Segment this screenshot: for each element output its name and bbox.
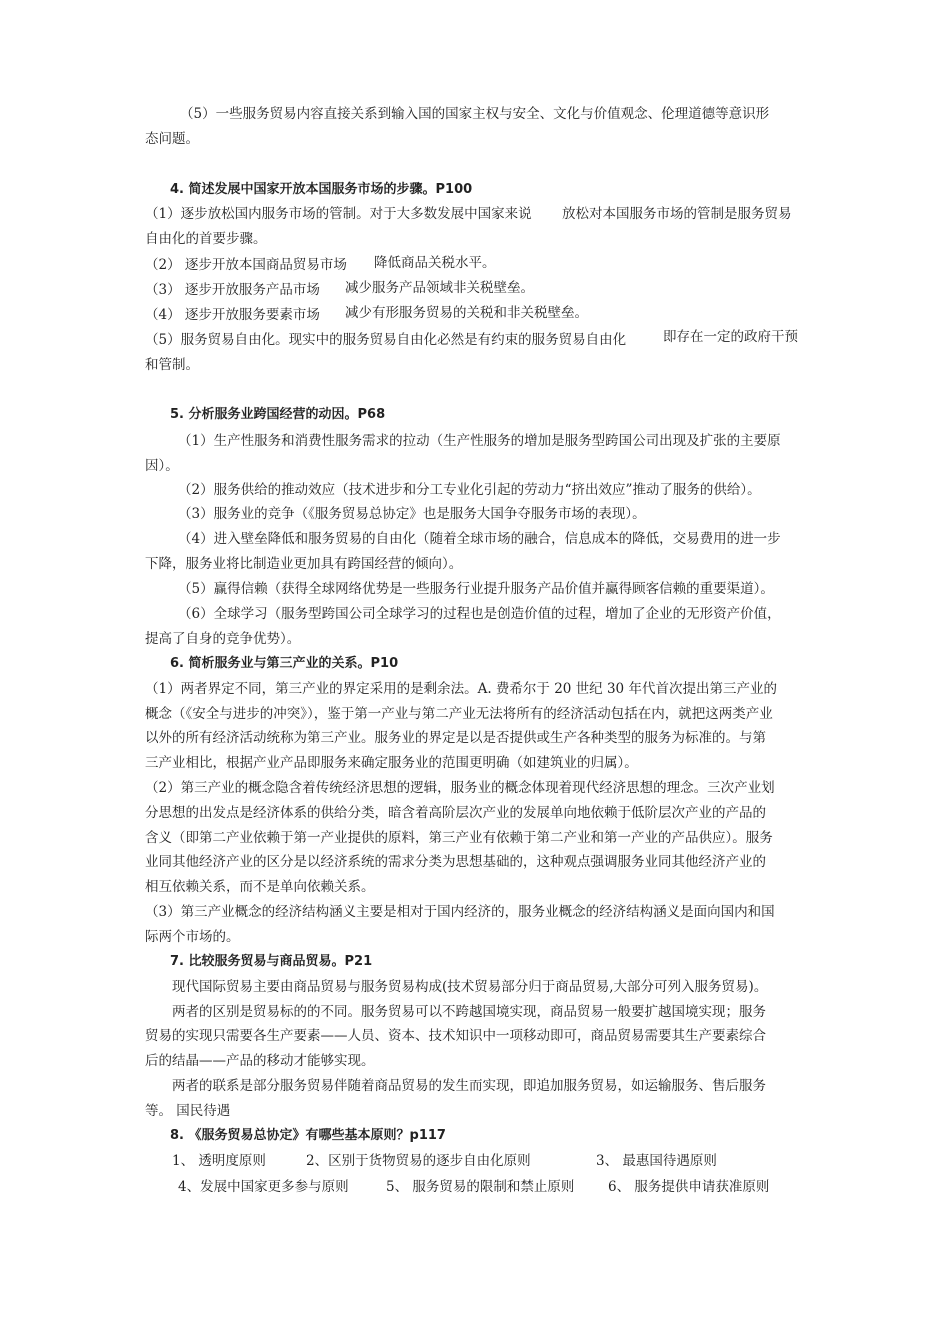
intro-line: 态问题。 — [145, 131, 199, 147]
q6-line: 以外的所有经济活动统称为第三产业。服务业的界定是以是否提供或生产各种类型的服务为标准的。与第 — [145, 730, 766, 746]
principle-item: 1、 透明度原则 — [172, 1153, 266, 1169]
principle-item: 3、 最惠国待遇原则 — [596, 1153, 717, 1169]
q4-line: 自由化的首要步骤。 — [145, 231, 267, 247]
q6-line: 三产业相比，根据产业产品即服务来确定服务业的范围更明确（如建筑业的归属）。 — [145, 755, 638, 771]
q4-line: 即存在一定的政府干预 — [663, 329, 798, 345]
q6-line: 相互依赖关系，而不是单向依赖关系。 — [145, 879, 375, 895]
q4-line: （1）逐步放松国内服务市场的管制。对于大多数发展中国家来说 — [145, 206, 532, 222]
q6-line: （2）第三产业的概念隐含着传统经济思想的逻辑，服务业的概念体现着现代经济思想的理念。三次产业划 — [145, 780, 775, 796]
q7-line: 两者的区别是贸易标的的不同。服务贸易可以不跨越国境实现，商品贸易一般要扩越国境实现；服务 — [172, 1004, 766, 1020]
q4-line: 减少有形服务贸易的关税和非关税壁垒。 — [345, 305, 588, 321]
q4-line: （4） 逐步开放服务要素市场 — [145, 307, 320, 323]
q4-line: 和管制。 — [145, 357, 199, 373]
question-6-title: 6. 简析服务业与第三产业的关系。P10 — [170, 656, 399, 671]
intro-line: （5）一些服务贸易内容直接关系到输入国的国家主权与安全、文化与价值观念、伦理道德等意识形 — [180, 106, 770, 122]
q4-line: （5）服务贸易自由化。现实中的服务贸易自由化必然是有约束的服务贸易自由化 — [145, 332, 627, 348]
q6-line: 业同其他经济产业的区分是以经济系统的需求分类为思想基础的，这种观点强调服务业同其他经济产业的 — [145, 854, 766, 870]
q5-line: 下降，服务业将比制造业更加具有跨国经营的倾向）。 — [145, 556, 463, 572]
principle-item: 2、区别于货物贸易的逐步自由化原则 — [306, 1153, 531, 1169]
question-7-title: 7. 比较服务贸易与商品贸易。P21 — [170, 954, 373, 969]
q5-line: （2）服务供给的推动效应（技术进步和分工专业化引起的劳动力“挤出效应”推动了服务的供给）。 — [178, 482, 761, 498]
q4-line: 放松对本国服务市场的管制是服务贸易 — [562, 206, 792, 222]
q7-line: 等。 国民待遇 — [145, 1103, 231, 1119]
principle-item: 5、 服务贸易的限制和禁止原则 — [386, 1179, 575, 1195]
q6-line: （1）两者界定不同，第三产业的界定采用的是剩余法。A. 费希尔于 20 世纪 30 年代首次提出第三产业的 — [145, 681, 777, 697]
q5-line: （6）全球学习（服务型跨国公司全球学习的过程也是创造价值的过程，增加了企业的无形资产价值， — [178, 606, 781, 622]
q5-line: 因）。 — [145, 458, 179, 474]
q4-line: 减少服务产品领域非关税壁垒。 — [345, 280, 534, 296]
q5-line: （4）进入壁垒降低和服务贸易的自由化（随着全球市场的融合，信息成本的降低，交易费用的进一步 — [178, 531, 781, 547]
q5-line: （1）生产性服务和消费性服务需求的拉动（生产性服务的增加是服务型跨国公司出现及扩张的主要原 — [178, 433, 781, 449]
question-5-title: 5. 分析服务业跨国经营的动因。P68 — [170, 407, 386, 422]
q6-line: 含义（即第二产业依赖于第一产业提供的原料，第三产业有依赖于第二产业和第一产业的产品供应）。服务 — [145, 830, 773, 846]
principle-item: 6、 服务提供申请获准原则 — [608, 1179, 770, 1195]
q4-line: （2） 逐步开放本国商品贸易市场 — [145, 257, 347, 273]
q7-line: 贸易的实现只需要各生产要素——人员、资本、技术知识中一项移动即可，商品贸易需要其生产要素综合 — [145, 1028, 766, 1044]
principle-item: 4、发展中国家更多参与原则 — [178, 1179, 349, 1195]
q4-line: 降低商品关税水平。 — [374, 255, 496, 271]
q5-line: 提高了自身的竞争优势）。 — [145, 631, 301, 647]
q6-line: （3）第三产业概念的经济结构涵义主要是相对于国内经济的，服务业概念的经济结构涵义是面向国内和国 — [145, 904, 775, 920]
q6-line: 分思想的出发点是经济体系的供给分类，暗含着高阶层次产业的发展单向地依赖于低阶层次产业的产品的 — [145, 805, 766, 821]
q5-line: （5）赢得信赖（获得全球网络优势是一些服务行业提升服务产品价值并赢得顾客信赖的重要渠道）。 — [178, 581, 774, 597]
q6-line: 际两个市场的。 — [145, 929, 240, 945]
question-8-title: 8. 《服务贸易总协定》有哪些基本原则？p117 — [170, 1128, 446, 1143]
q7-line: 两者的联系是部分服务贸易伴随着商品贸易的发生而实现，即追加服务贸易，如运输服务、售后服务 — [172, 1078, 766, 1094]
q7-line: 现代国际贸易主要由商品贸易与服务贸易构成(技术贸易部分归于商品贸易,大部分可列入服务贸易)。 — [172, 979, 768, 995]
q7-line: 后的结晶——产品的移动才能够实现。 — [145, 1053, 375, 1069]
q4-line: （3） 逐步开放服务产品市场 — [145, 282, 320, 298]
q5-line: （3）服务业的竞争（《服务贸易总协定》也是服务大国争夺服务市场的表现）。 — [178, 506, 646, 522]
question-4-title: 4. 简述发展中国家开放本国服务市场的步骤。P100 — [170, 182, 473, 197]
q6-line: 概念（《安全与进步的冲突》），鉴于第一产业与第二产业无法将所有的经济活动包括在内，就把这两类产业 — [145, 706, 773, 722]
